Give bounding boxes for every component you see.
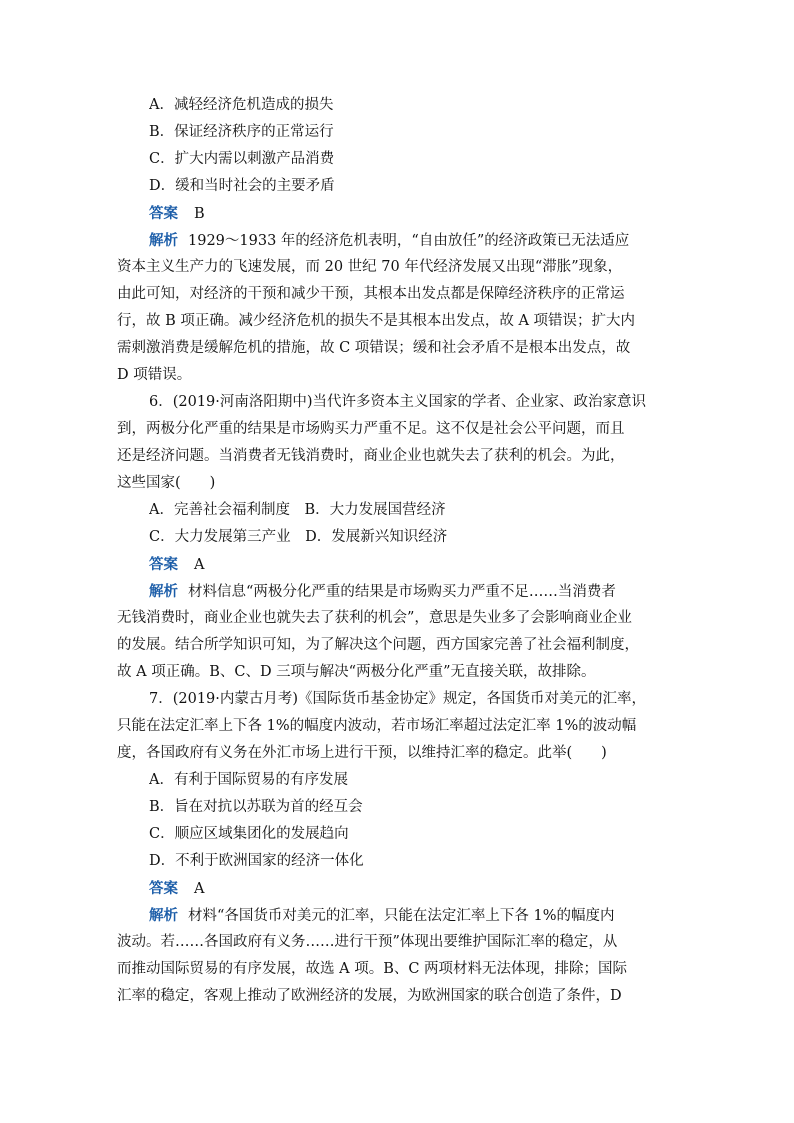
analysis-label: 解析 [149,907,178,924]
analysis-text: 材料信息“两极分化严重的结果是市场购买力严重不足……当消费者 [188,584,616,600]
q6-stem: 还是经济问题。当消费者无钱消费时，商业企业也就失去了获利的机会。为此， [117,448,625,464]
analysis-text: 故 A 项正确。B、C、D 三项与解决“两极分化严重”无直接关联，故排除。 [117,664,596,680]
analysis-text: 无钱消费时，商业企业也就失去了获利的机会”，意思是失业多了会影响商业企业 [117,610,632,626]
q7-analysis-line [149,902,679,929]
q5-option-b: B．保证经济秩序的正常运行 [149,124,334,140]
q5-option-a: A．减轻经济危机造成的损失 [149,97,334,113]
q5-analysis-line [149,227,679,254]
analysis-text: 的发展。结合所学知识可知，为了解决这个问题，西方国家完善了社会福利制度， [117,637,639,653]
analysis-text: 汇率的稳定，客观上推动了欧洲经济的发展，为欧洲国家的联合创造了条件，D [117,988,622,1004]
q6-stem: 到，两极分化严重的结果是市场购买力严重不足。这不仅是社会公平问题，而且 [117,421,625,437]
q7-option-c: C．顺应区域集团化的发展趋向 [149,826,349,842]
analysis-text: 行，故 B 项正确。减少经济危机的损失不是其根本出发点，故 A 项错误；扩大内 [117,313,636,329]
analysis-text: D 项错误。 [117,367,192,383]
q7-stem: 度，各国政府有义务在外汇市场上进行干预，以维持汇率的稳定。此举( ) [117,745,607,761]
q7-option-b: B．旨在对抗以苏联为首的经互会 [149,799,363,815]
analysis-text: 需刺激消费是缓解危机的措施，故 C 项错误；缓和社会矛盾不是根本出发点，故 [117,340,631,356]
analysis-text: 而推动国际贸易的有序发展，故选 A 项。B、C 两项材料无法体现，排除；国际 [117,961,628,977]
q7-answer-line [149,875,679,902]
q5-option-c: C．扩大内需以刺激产品消费 [149,151,335,167]
q7-stem: 只能在法定汇率上下各 1%的幅度内波动，若市场汇率超过法定汇率 1%的波动幅 [117,718,637,734]
answer-value: A [194,557,205,573]
q7-option-a: A．有利于国际贸易的有序发展 [149,772,348,788]
q6-options-ab: A．完善社会福利制度 B．大力发展国营经济 [149,502,446,518]
analysis-text: 1929～1933 年的经济危机表明，“自由放任”的经济政策已无法适应 [188,233,630,249]
analysis-text: 材料“各国货币对美元的汇率，只能在法定汇率上下各 1%的幅度内 [188,908,615,924]
q7-stem: 7．(2019·内蒙古月考)《国际货币基金协定》规定，各国货币对美元的汇率， [149,691,647,707]
answer-label: 答案 [149,205,178,222]
q5-answer-line [149,200,679,227]
analysis-text: 资本主义生产力的飞速发展，而 20 世纪 70 年代经济发展又出现“滞胀”现象， [117,259,623,275]
analysis-text: 由此可知，对经济的干预和减少干预，其根本出发点都是保障经济秩序的正常运 [117,286,625,302]
q6-options-cd: C．大力发展第三产业 D．发展新兴知识经济 [149,529,448,545]
analysis-label: 解析 [149,232,178,249]
q7-option-d: D．不利于欧洲国家的经济一体化 [149,853,364,869]
q5-option-d: D．缓和当时社会的主要矛盾 [149,178,335,194]
q6-stem: 6．(2019·河南洛阳期中)当代许多资本主义国家的学者、企业家、政治家意识 [149,394,647,410]
answer-label: 答案 [149,880,178,897]
q6-answer-line [149,551,679,578]
answer-value: B [194,206,205,222]
answer-value: A [194,881,205,897]
analysis-label: 解析 [149,583,178,600]
answer-label: 答案 [149,556,178,573]
q6-analysis-line [149,578,679,605]
q6-stem: 这些国家( ) [117,475,216,491]
analysis-text: 波动。若……各国政府有义务……进行干预”体现出要维护国际汇率的稳定，从 [117,934,618,950]
